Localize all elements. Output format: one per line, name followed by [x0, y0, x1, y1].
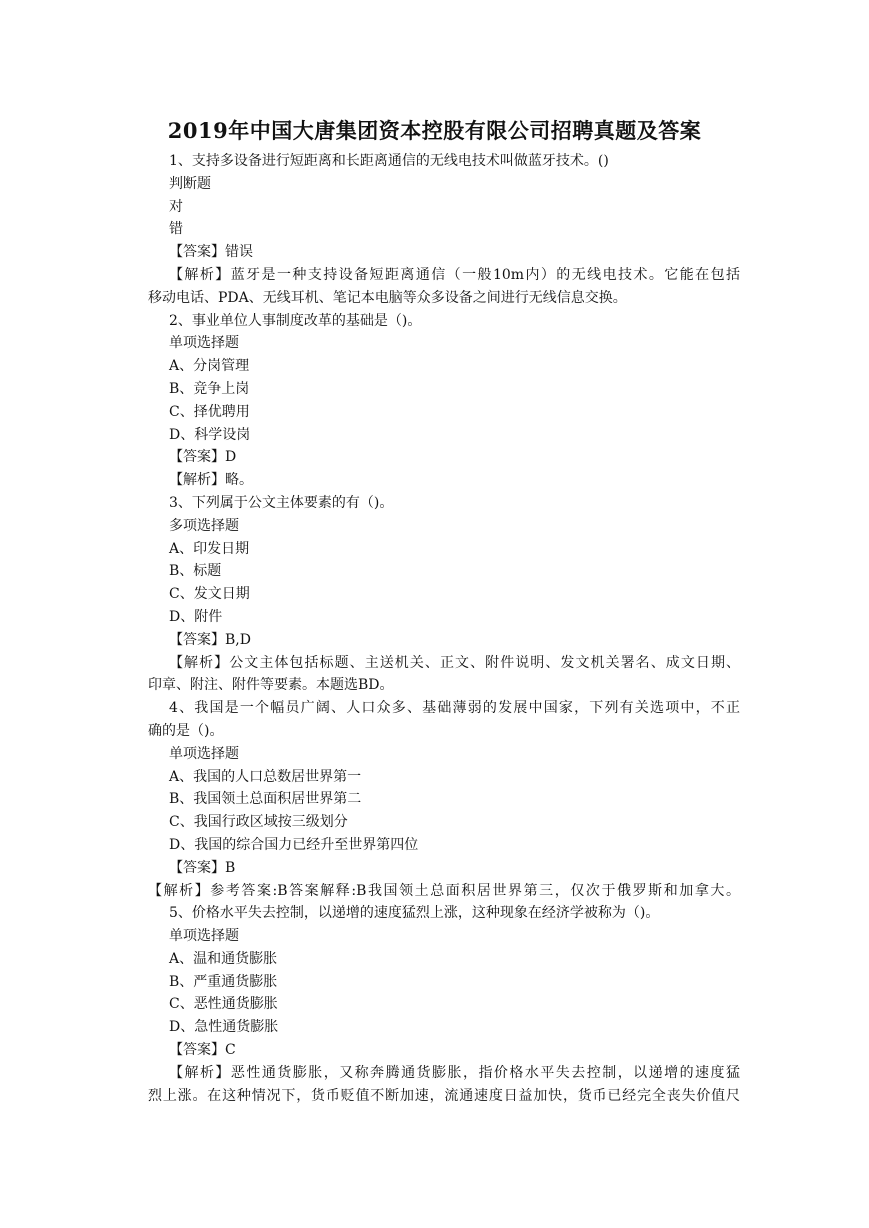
question-3-explanation: 【解析】公文主体包括标题、主送机关、正文、附件说明、发文机关署名、成文日期、: [169, 654, 740, 671]
question-5-explanation-cont: 烈上涨。在这种情况下，货币贬值不断加速，流通速度日益加快，货币已经完全丧失价值尺: [148, 1087, 740, 1104]
question-4-type: 单项选择题: [169, 745, 239, 762]
question-4-stem-cont: 确的是（)。: [148, 722, 224, 739]
question-3-type: 多项选择题: [169, 517, 239, 534]
question-3-option-d: D、附件: [169, 608, 223, 625]
question-4-answer: 【答案】B: [169, 859, 236, 876]
question-5-option-b: B、严重通货膨胀: [169, 973, 278, 990]
question-3-explanation-cont: 印章、附注、附件等要素。本题选BD。: [148, 677, 394, 694]
question-5-option-a: A、温和通货膨胀: [169, 950, 278, 967]
question-3-option-b: B、标题: [169, 563, 222, 580]
question-5-option-c: C、恶性通货膨胀: [169, 996, 278, 1013]
question-1-explanation: 【解析】蓝牙是一种支持设备短距离通信（一般10m内）的无线电技术。它能在包括: [169, 266, 740, 283]
page-title: 2019年中国大唐集团资本控股有限公司招聘真题及答案: [167, 118, 702, 143]
question-4-stem: 4、我国是一个幅员广阔、人口众多、基础薄弱的发展中国家，下列有关选项中，不正: [169, 700, 740, 717]
question-1-explanation-cont: 移动电话、PDA、无线耳机、笔记本电脑等众多设备之间进行无线信息交换。: [148, 289, 627, 306]
question-5-explanation: 【解析】恶性通货膨胀，又称奔腾通货膨胀，指价格水平失去控制，以递增的速度猛: [169, 1064, 740, 1081]
question-1-option-false: 错: [169, 221, 183, 238]
question-3-option-c: C、发文日期: [169, 586, 250, 603]
question-4-explanation: 【解析】参考答案:B答案解释:B我国领土总面积居世界第三，仅次于俄罗斯和加拿大。: [148, 882, 740, 899]
question-1-type: 判断题: [169, 175, 211, 192]
question-5-stem: 5、价格水平失去控制，以递增的速度猛烈上涨，这种现象在经济学被称为（)。: [169, 905, 660, 922]
question-2-option-b: B、竞争上岗: [169, 380, 250, 397]
question-1-option-true: 对: [169, 198, 183, 215]
question-3-option-a: A、印发日期: [169, 540, 250, 557]
question-5-option-d: D、急性通货膨胀: [169, 1019, 279, 1036]
question-4-option-a: A、我国的人口总数居世界第一: [169, 768, 362, 785]
question-2-answer: 【答案】D: [169, 449, 237, 466]
question-2-option-d: D、科学设岗: [169, 426, 251, 443]
question-5-type: 单项选择题: [169, 928, 239, 945]
question-2-stem: 2、事业单位人事制度改革的基础是（)。: [169, 312, 422, 329]
question-4-option-d: D、我国的综合国力已经升至世界第四位: [169, 836, 419, 853]
question-3-answer: 【答案】B,D: [169, 631, 251, 648]
question-4-option-c: C、我国行政区域按三级划分: [169, 814, 348, 831]
question-2-explanation: 【解析】略。: [169, 472, 253, 489]
question-2-option-c: C、择优聘用: [169, 403, 250, 420]
question-2-type: 单项选择题: [169, 335, 239, 352]
question-4-option-b: B、我国领土总面积居世界第二: [169, 791, 362, 808]
question-2-option-a: A、分岗管理: [169, 358, 250, 375]
question-3-stem: 3、下列属于公文主体要素的有（)。: [169, 494, 394, 511]
question-5-answer: 【答案】C: [169, 1042, 236, 1059]
question-1-stem: 1、支持多设备进行短距离和长距离通信的无线电技术叫做蓝牙技术。(): [169, 153, 609, 169]
question-1-answer: 【答案】错误: [169, 244, 253, 261]
document-body: [148, 150, 740, 1107]
